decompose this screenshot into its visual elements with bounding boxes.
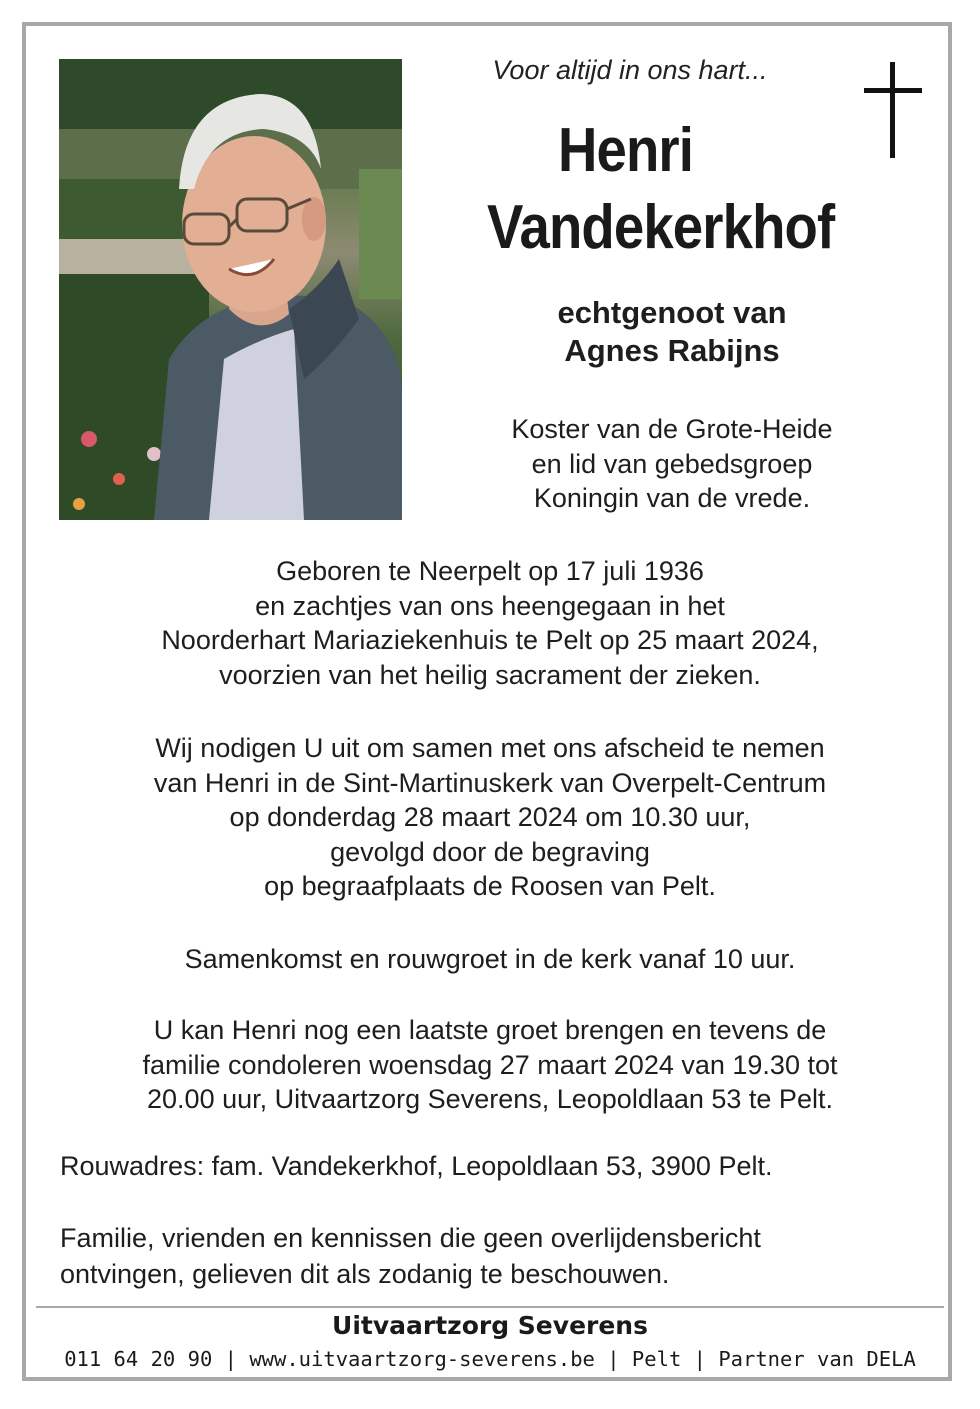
notice-paragraph [60, 1220, 940, 1292]
funeral-line: op begraafplaats de Roosen van Pelt. [264, 871, 716, 902]
funeral-line: Wij nodigen U uit om samen met ons afscheid te nemen [155, 733, 825, 763]
funeral-line: van Henri in de Sint-Martinuskerk van Overpelt-Centrum [153, 767, 827, 798]
spouse-label: echtgenoot van [557, 295, 787, 330]
footer-contact: 011 64 20 90 | www.uitvaartzorg-severens.be | Pelt | Partner van DELA [64, 1347, 916, 1371]
visitation-line: 20.00 uur, Uitvaartzorg Severens, Leopoldlaan 53 te Pelt. [147, 1084, 833, 1115]
life-line: Geboren te Neerpelt op 17 juli 1936 [276, 556, 704, 586]
funeral-line: op donderdag 28 maart 2024 om 10.30 uur, [229, 802, 751, 833]
roles [470, 412, 874, 516]
role-line: en lid van gebedsgroep [531, 448, 813, 479]
role-line: Koningin van de vrede. [533, 483, 811, 513]
notice-line: ontvingen, gelieven dit als zodanig te beschouwen. [60, 1259, 670, 1289]
address-paragraph [60, 1148, 940, 1184]
last-name: Vandekerkhof [487, 193, 835, 262]
visitation-line: familie condoleren woensdag 27 maart 2024 van 19.30 tot [142, 1049, 838, 1080]
notice-line: Familie, vrienden en kennissen die geen overlijdensbericht [60, 1223, 761, 1253]
role-line: Koster van de Grote-Heide [511, 414, 833, 444]
spouse [470, 294, 874, 370]
gathering-line: Samenkomst en rouwgroet in de kerk vanaf 10 uur. [184, 944, 796, 974]
spouse-name: Agnes Rabijns [564, 333, 780, 368]
life-line: Noorderhart Mariaziekenhuis te Pelt op 25 maart 2024, [161, 625, 819, 656]
visitation-line: U kan Henri nog een laatste groet brengen en tevens de [153, 1015, 827, 1045]
tagline: Voor altijd in ons hart... [492, 55, 768, 85]
address-line: Rouwadres: fam. Vandekerkhof, Leopoldlaan 53, 3900 Pelt. [60, 1151, 773, 1181]
gathering-paragraph [40, 942, 940, 977]
footer-divider [36, 1306, 944, 1308]
funeral-paragraph [40, 731, 940, 904]
funeral-line: gevolgd door de begraving [330, 836, 650, 867]
life-line: en zachtjes van ons heengegaan in het [255, 590, 725, 621]
life-paragraph [40, 554, 940, 692]
footer-company: Uitvaartzorg Severens [332, 1311, 648, 1340]
latin-cross-icon [864, 62, 922, 158]
portrait-photo [59, 59, 402, 520]
life-line: voorzien van het heilig sacrament der zieken. [219, 659, 761, 690]
first-name: Henri [558, 116, 694, 185]
visitation-paragraph [40, 1013, 940, 1117]
